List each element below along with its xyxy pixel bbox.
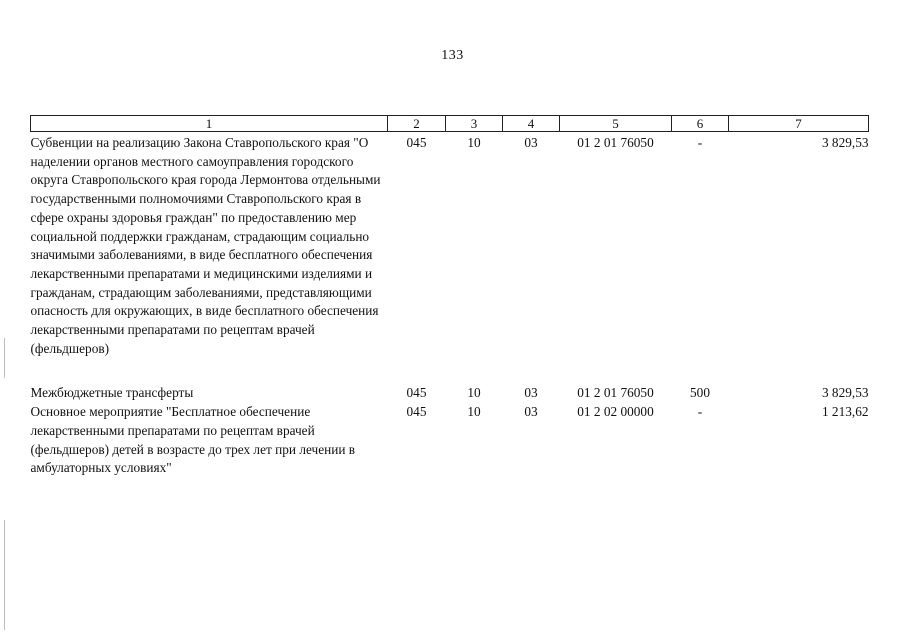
header-cell-6: 6 bbox=[672, 116, 729, 132]
row-col4: 03 bbox=[524, 404, 538, 420]
row-col7: 1 213,62 bbox=[821, 404, 869, 420]
row-name: Основное мероприятие "Бесплатное обеспечение лекарственными препаратами по рецептам врачей (фельдшеров) детей в возрасте до трех лет при лечении в амбулаторных условиях" bbox=[30, 404, 356, 476]
scan-edge-mark bbox=[4, 520, 5, 630]
row-col7: 3 829,53 bbox=[821, 385, 869, 401]
row-col5: 01 2 02 00000 bbox=[577, 404, 654, 420]
row-name: Межбюджетные трансферты bbox=[30, 385, 194, 401]
row-col2: 045 bbox=[406, 135, 427, 150]
header-row bbox=[31, 116, 869, 132]
scan-edge-mark bbox=[4, 338, 5, 378]
header-cell-4: 4 bbox=[503, 116, 560, 132]
header-cell-1: 1 bbox=[31, 116, 388, 132]
row-col3: 10 bbox=[467, 385, 481, 401]
header-cell-2: 2 bbox=[388, 116, 446, 132]
row-col5: 01 2 01 76050 bbox=[577, 135, 654, 150]
table-row bbox=[31, 403, 869, 478]
row-col3: 10 bbox=[467, 404, 481, 420]
header-cell-5: 5 bbox=[560, 116, 672, 132]
budget-table bbox=[30, 115, 869, 478]
row-col2: 045 bbox=[406, 385, 427, 401]
row-col2: 045 bbox=[406, 404, 427, 420]
table-row bbox=[31, 384, 869, 403]
row-col3: 10 bbox=[467, 135, 481, 150]
row-col6: - bbox=[697, 404, 703, 420]
page-number: 133 bbox=[441, 48, 464, 63]
row-col7: 3 829,53 bbox=[821, 135, 869, 150]
header-cell-7: 7 bbox=[729, 116, 869, 132]
row-spacer bbox=[31, 358, 869, 384]
table-row bbox=[31, 132, 869, 359]
row-col5: 01 2 01 76050 bbox=[577, 385, 654, 401]
row-col6: - bbox=[697, 135, 703, 150]
row-col4: 03 bbox=[524, 385, 538, 401]
row-name: Субвенции на реализацию Закона Ставропольского края "О наделении органов местного самоуправления городского округа Ставропольского края города Лермонтова отдельными государственными полномочиями Ставропольского края в сфере охраны здоровья граждан" по предоставлению мер социальной поддержки гражданам, страдающим социально значимыми заболеваниями, в виде бесплатного обеспечения лекарственными препаратами и медицинскими изделиями и гражданам, страдающим заболеваниями, представляющими опасность для окружающих, в виде бесплатного обеспечения лекарственными препаратами по рецептам врачей (фельдшеров) bbox=[30, 135, 381, 356]
header-cell-3: 3 bbox=[446, 116, 503, 132]
row-col4: 03 bbox=[524, 135, 538, 150]
row-col6: 500 bbox=[690, 385, 710, 401]
